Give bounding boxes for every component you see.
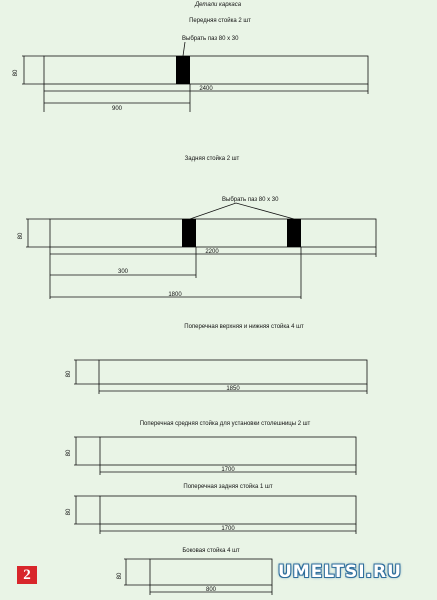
- rear-post-height-dim: 80: [18, 232, 24, 240]
- cross-top-bottom-height-dim: 80: [66, 370, 72, 378]
- front-post-leader: [183, 42, 185, 56]
- cross-rear-length-dim: 1700: [221, 526, 235, 532]
- side-post-length-dim: 800: [205, 587, 217, 593]
- rear-post-leaders: [190, 203, 294, 219]
- rear-post-offset-dim-1: 300: [117, 269, 129, 275]
- front-post-length-dim: 2400: [199, 86, 213, 92]
- cross-rear-height-dim: 80: [66, 508, 72, 516]
- cross-top-bottom-length-dim: 1850: [226, 386, 240, 392]
- part-cross-rear: [66, 483, 356, 534]
- rear-post-board: [50, 219, 376, 247]
- cross-rear-board: [100, 496, 356, 524]
- cross-middle-height-dim: 80: [66, 449, 72, 457]
- cross-middle-board: [100, 437, 356, 465]
- part-cross-top-bottom: [66, 323, 367, 394]
- front-post-height-dim: 80: [13, 69, 19, 77]
- rear-post-callout: Выбрать паз 80 х 30: [222, 197, 279, 203]
- cross-top-bottom-title: Поперечная верхняя и нижняя стойка 4 шт: [184, 324, 304, 330]
- cross-middle-title: Поперечная средняя стойка для установки столешницы 2 шт: [139, 421, 311, 427]
- site-watermark: UMELTSI.RU: [278, 562, 402, 582]
- rear-post-title: Задняя стойка 2 шт: [184, 156, 240, 162]
- part-front-post: [13, 17, 368, 112]
- drawing-title: Детали каркаса: [194, 2, 242, 8]
- front-post-board: [44, 56, 368, 84]
- front-post-offset-dim: 900: [111, 106, 123, 112]
- cross-rear-title: Поперечная задняя стойка 1 шт: [183, 484, 273, 490]
- part-cross-middle: [66, 420, 356, 475]
- rear-post-notch-1: [182, 219, 196, 247]
- side-post-title: Боковая стойка 4 шт: [182, 548, 240, 554]
- front-post-callout: Выбрать паз 80 х 30: [182, 36, 239, 42]
- front-post-notch: [176, 56, 190, 84]
- side-post-height-dim: 80: [117, 572, 123, 580]
- page-number-badge: 2: [17, 566, 37, 584]
- side-post-board: [150, 559, 272, 585]
- rear-post-offset-dim-2: 1800: [168, 292, 182, 298]
- cross-middle-length-dim: 1700: [221, 467, 235, 473]
- front-post-title: Передняя стойка 2 шт: [189, 18, 251, 24]
- rear-post-length-dim: 2200: [205, 249, 219, 255]
- part-rear-post: [18, 155, 376, 299]
- part-side-post: [117, 547, 272, 595]
- rear-post-notch-2: [287, 219, 301, 247]
- cross-top-bottom-board: [99, 360, 367, 384]
